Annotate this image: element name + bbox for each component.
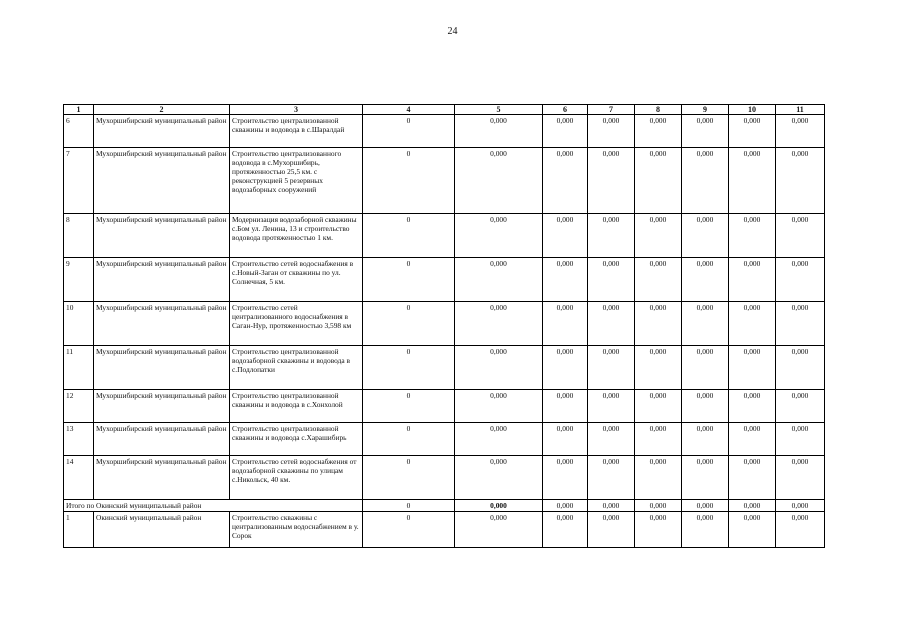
value-v9: 0,000: [682, 115, 729, 148]
value-v8: 0,000: [635, 456, 682, 500]
value-v8: 0,000: [635, 390, 682, 423]
value-v10: 0,000: [729, 115, 776, 148]
total-v10: 0,000: [729, 500, 776, 512]
column-header-11: 11: [776, 105, 825, 115]
total-v6: 0,000: [543, 500, 588, 512]
value-v4: 0: [363, 423, 455, 456]
value-v11: 0,000: [776, 115, 825, 148]
value-v8: 0,000: [635, 346, 682, 390]
value-v11: 0,000: [776, 512, 825, 548]
value-v6: 0,000: [543, 214, 588, 258]
project-description: Строительство сетей водоснабжения в с.Новый-Заган от скважины по ул. Солнечная, 5 км.: [230, 258, 363, 302]
row-number: 13: [64, 423, 94, 456]
project-description: Строительство сетей водоснабжения от водозаборной скважины по улицам с.Никольск, 40 км.: [230, 456, 363, 500]
column-header-7: 7: [588, 105, 635, 115]
total-v5: 0,000: [455, 500, 543, 512]
project-description: Модернизация водозаборной скважины с.Бом ул. Ленина, 13 и строительство водовода протяженностью 1 км.: [230, 214, 363, 258]
value-v9: 0,000: [682, 512, 729, 548]
value-v5: 0,000: [455, 423, 543, 456]
value-v8: 0,000: [635, 258, 682, 302]
value-v10: 0,000: [729, 258, 776, 302]
value-v4: 0: [363, 115, 455, 148]
value-v11: 0,000: [776, 258, 825, 302]
value-v9: 0,000: [682, 423, 729, 456]
value-v10: 0,000: [729, 390, 776, 423]
table-row: [64, 115, 825, 148]
value-v7: 0,000: [588, 346, 635, 390]
table-row: [64, 258, 825, 302]
value-v5: 0,000: [455, 148, 543, 214]
column-header-3: 3: [230, 105, 363, 115]
district-name: Мухоршибирский муниципальный район: [94, 456, 230, 500]
value-v9: 0,000: [682, 258, 729, 302]
value-v8: 0,000: [635, 423, 682, 456]
total-row: [64, 500, 825, 512]
column-header-6: 6: [543, 105, 588, 115]
value-v7: 0,000: [588, 390, 635, 423]
table-row: [64, 512, 825, 548]
value-v4: 0: [363, 214, 455, 258]
district-name: Мухоршибирский муниципальный район: [94, 302, 230, 346]
district-name: Мухоршибирский муниципальный район: [94, 115, 230, 148]
column-header-8: 8: [635, 105, 682, 115]
value-v8: 0,000: [635, 148, 682, 214]
total-v9: 0,000: [682, 500, 729, 512]
value-v4: 0: [363, 148, 455, 214]
total-v11: 0,000: [776, 500, 825, 512]
value-v7: 0,000: [588, 512, 635, 548]
district-name: Мухоршибирский муниципальный район: [94, 214, 230, 258]
table-row: [64, 390, 825, 423]
row-number: 10: [64, 302, 94, 346]
value-v8: 0,000: [635, 214, 682, 258]
table-row: [64, 148, 825, 214]
project-description: Строительство централизованной водозаборной скважины и водовода в с.Подлопатки: [230, 346, 363, 390]
value-v9: 0,000: [682, 456, 729, 500]
value-v11: 0,000: [776, 214, 825, 258]
total-v7: 0,000: [588, 500, 635, 512]
total-label: Итого по Окинский муниципальный район: [64, 500, 363, 512]
value-v8: 0,000: [635, 512, 682, 548]
value-v6: 0,000: [543, 512, 588, 548]
value-v9: 0,000: [682, 390, 729, 423]
value-v10: 0,000: [729, 456, 776, 500]
value-v6: 0,000: [543, 346, 588, 390]
project-description: Строительство сетей централизованного водоснабжения в Саган-Нур, протяженностью 3,598 км: [230, 302, 363, 346]
value-v5: 0,000: [455, 346, 543, 390]
value-v9: 0,000: [682, 302, 729, 346]
row-number: 11: [64, 346, 94, 390]
value-v10: 0,000: [729, 214, 776, 258]
value-v6: 0,000: [543, 390, 588, 423]
value-v7: 0,000: [588, 214, 635, 258]
district-name: Окинский муниципальный район: [94, 512, 230, 548]
value-v9: 0,000: [682, 346, 729, 390]
value-v11: 0,000: [776, 456, 825, 500]
value-v6: 0,000: [543, 258, 588, 302]
value-v5: 0,000: [455, 115, 543, 148]
value-v10: 0,000: [729, 346, 776, 390]
total-v8: 0,000: [635, 500, 682, 512]
project-description: Строительство скважины с централизованным водоснабжением в у. Сорок: [230, 512, 363, 548]
value-v5: 0,000: [455, 214, 543, 258]
table-row: [64, 302, 825, 346]
row-number: 6: [64, 115, 94, 148]
row-number: 1: [64, 512, 94, 548]
page-number: 24: [447, 26, 458, 37]
value-v10: 0,000: [729, 302, 776, 346]
column-header-2: 2: [94, 105, 230, 115]
value-v10: 0,000: [729, 423, 776, 456]
column-header-4: 4: [363, 105, 455, 115]
value-v7: 0,000: [588, 456, 635, 500]
total-v4: 0: [363, 500, 455, 512]
project-description: Строительство централизованной скважины и водовода в с.Шаралдай: [230, 115, 363, 148]
value-v9: 0,000: [682, 148, 729, 214]
value-v5: 0,000: [455, 390, 543, 423]
value-v6: 0,000: [543, 302, 588, 346]
value-v5: 0,000: [455, 456, 543, 500]
row-number: 8: [64, 214, 94, 258]
value-v4: 0: [363, 302, 455, 346]
district-name: Мухоршибирский муниципальный район: [94, 390, 230, 423]
value-v4: 0: [363, 456, 455, 500]
district-name: Мухоршибирский муниципальный район: [94, 346, 230, 390]
value-v11: 0,000: [776, 423, 825, 456]
value-v4: 0: [363, 346, 455, 390]
value-v11: 0,000: [776, 148, 825, 214]
row-number: 14: [64, 456, 94, 500]
column-header-10: 10: [729, 105, 776, 115]
value-v8: 0,000: [635, 115, 682, 148]
value-v4: 0: [363, 390, 455, 423]
project-description: Строительство централизованной скважины и водовода в с.Хонхолой: [230, 390, 363, 423]
district-name: Мухоршибирский муниципальный район: [94, 148, 230, 214]
value-v6: 0,000: [543, 456, 588, 500]
value-v8: 0,000: [635, 302, 682, 346]
value-v5: 0,000: [455, 512, 543, 548]
value-v7: 0,000: [588, 302, 635, 346]
project-description: Строительство централизованного водовода в с.Мухоршибирь, протяженностью 25,5 км. с реконструкцией 5 резервных водозаборных сооружений: [230, 148, 363, 214]
value-v5: 0,000: [455, 258, 543, 302]
row-number: 7: [64, 148, 94, 214]
value-v10: 0,000: [729, 512, 776, 548]
district-name: Мухоршибирский муниципальный район: [94, 423, 230, 456]
value-v7: 0,000: [588, 148, 635, 214]
row-number: 12: [64, 390, 94, 423]
column-header-1: 1: [64, 105, 94, 115]
value-v7: 0,000: [588, 258, 635, 302]
column-header-9: 9: [682, 105, 729, 115]
investment-table: [63, 104, 825, 548]
value-v7: 0,000: [588, 423, 635, 456]
project-description: Строительство централизованной скважины и водовода с.Харашибирь: [230, 423, 363, 456]
value-v7: 0,000: [588, 115, 635, 148]
table-row: [64, 456, 825, 500]
table-row: [64, 346, 825, 390]
value-v11: 0,000: [776, 346, 825, 390]
value-v11: 0,000: [776, 390, 825, 423]
value-v9: 0,000: [682, 214, 729, 258]
value-v10: 0,000: [729, 148, 776, 214]
value-v6: 0,000: [543, 115, 588, 148]
district-name: Мухоршибирский муниципальный район: [94, 258, 230, 302]
value-v6: 0,000: [543, 423, 588, 456]
header-row: [64, 105, 825, 115]
value-v4: 0: [363, 258, 455, 302]
column-header-5: 5: [455, 105, 543, 115]
value-v5: 0,000: [455, 302, 543, 346]
table-row: [64, 423, 825, 456]
table-row: [64, 214, 825, 258]
value-v6: 0,000: [543, 148, 588, 214]
value-v4: 0: [363, 512, 455, 548]
row-number: 9: [64, 258, 94, 302]
value-v11: 0,000: [776, 302, 825, 346]
